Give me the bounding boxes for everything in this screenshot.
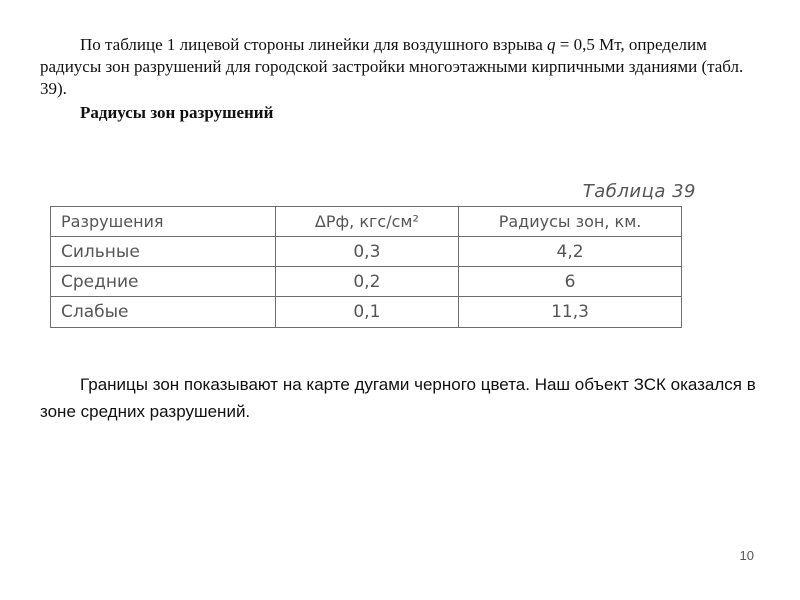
table-row — [51, 297, 682, 328]
table-row — [51, 267, 682, 297]
header-radius: Радиусы зон, км. — [459, 207, 682, 237]
intro-text — [40, 34, 760, 124]
cell-overpressure: 0,3 — [275, 237, 458, 267]
header-overpressure: ΔРф, кгс/см² — [275, 207, 458, 237]
conclusion-paragraph: Границы зон показывают на карте дугами черного цвета. Наш объект ЗСК оказался в зоне средних разрушений. — [40, 375, 756, 421]
cell-overpressure: 0,1 — [275, 297, 458, 328]
table-row — [51, 237, 682, 267]
destruction-radius-table — [50, 206, 682, 328]
cell-overpressure: 0,2 — [275, 267, 458, 297]
cell-radius: 11,3 — [459, 297, 682, 328]
intro-paragraph — [40, 34, 760, 100]
cell-radius: 6 — [459, 267, 682, 297]
cell-radius: 4,2 — [459, 237, 682, 267]
conclusion-text — [40, 371, 760, 425]
table-header-row — [51, 207, 682, 237]
intro-text-start: По таблице 1 лицевой стороны линейки для воздушного взрыва — [80, 35, 548, 54]
cell-destruction: Слабые — [51, 297, 276, 328]
table-caption: Таблица 39 — [582, 181, 696, 202]
page-number: 10 — [739, 548, 754, 563]
table-heading: Радиусы зон разрушений — [80, 103, 274, 122]
header-destruction: Разрушения — [51, 207, 276, 237]
variable-q: q — [547, 35, 556, 54]
cell-destruction: Средние — [51, 267, 276, 297]
cell-destruction: Сильные — [51, 237, 276, 267]
intro-text-end: = 0,5 Мт, определим радиусы зон разрушений для городской застройки многоэтажными кирпичными зданиями (табл. 39). — [40, 35, 744, 98]
